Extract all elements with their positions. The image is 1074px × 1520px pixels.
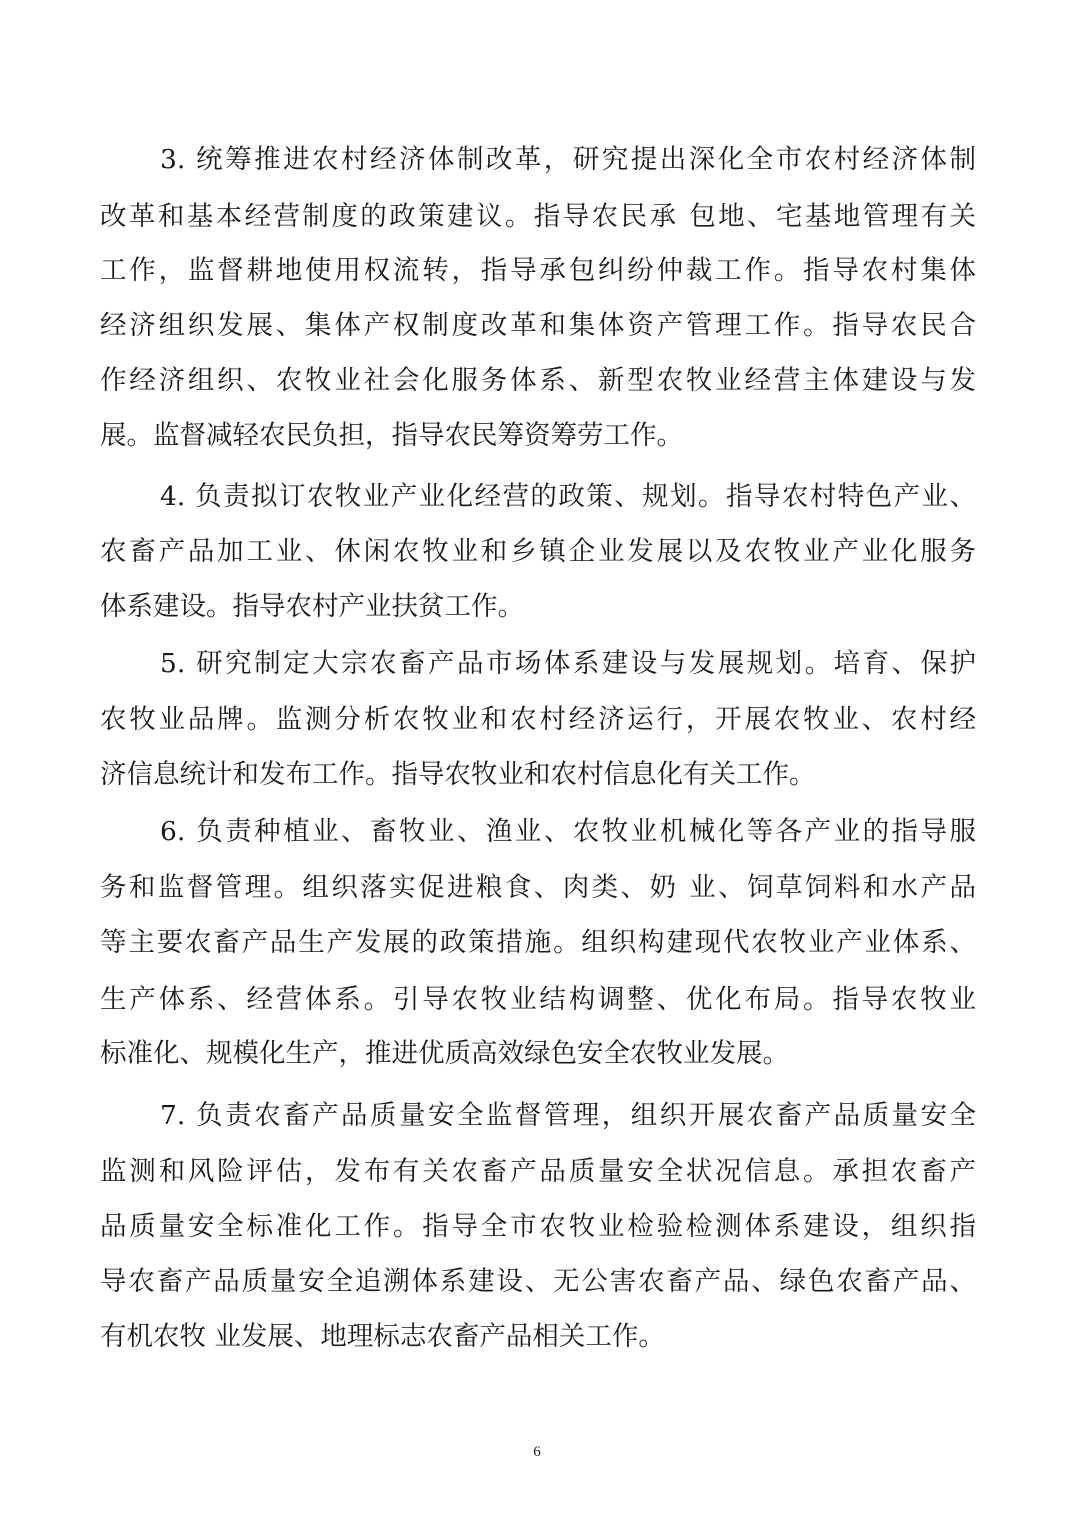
text-line: 6. 负责种植业、畜牧业、渔业、农牧业机械化等各产业的指导服 <box>160 816 976 847</box>
text-line: 4. 负责拟订农牧业产业化经营的政策、规划。指导农村特色产业、 <box>160 481 976 512</box>
text-line: 导农畜产品质量安全追溯体系建设、无公害农畜产品、绿色农畜产品、 <box>100 1266 976 1297</box>
text-line: 3. 统筹推进农村经济体制改革，研究提出深化全市农村经济体制 <box>160 144 976 175</box>
text-line: 改革和基本经营制度的政策建议。指导农民承 包地、宅基地管理有关 <box>100 201 976 232</box>
text-line: 工作，监督耕地使用权流转，指导承包纠纷仲裁工作。指导农村集体 <box>100 255 976 286</box>
text-line: 经济组织发展、集体产权制度改革和集体资产管理工作。指导农民合 <box>100 310 976 341</box>
text-line: 监测和风险评估，发布有关农畜产品质量安全状况信息。承担农畜产 <box>100 1156 976 1187</box>
text-line: 等主要农畜产品生产发展的政策措施。组织构建现代农牧业产业体系、 <box>100 927 976 958</box>
text-line: 体系建设。指导农村产业扶贫工作。 <box>100 591 524 622</box>
page-number: 6 <box>533 1444 541 1460</box>
text-line: 农畜产品加工业、休闲农牧业和乡镇企业发展以及农牧业产业化服务 <box>100 536 976 567</box>
text-line: 务和监督管理。组织落实促进粮食、肉类、奶 业、饲草饲料和水产品 <box>100 872 976 903</box>
text-line: 标准化、规模化生产，推进优质高效绿色安全农牧业发展。 <box>100 1038 789 1069</box>
text-line: 作经济组织、农牧业社会化服务体系、新型农牧业经营主体建设与发 <box>100 365 976 396</box>
text-line: 品质量安全标准化工作。指导全市农牧业检验检测体系建设，组织指 <box>100 1211 976 1242</box>
text-line: 济信息统计和发布工作。指导农牧业和农村信息化有关工作。 <box>100 759 816 790</box>
text-line: 5. 研究制定大宗农畜产品市场体系建设与发展规划。培育、保护 <box>160 648 976 679</box>
text-line: 农牧业品牌。监测分析农牧业和农村经济运行，开展农牧业、农村经 <box>100 704 976 735</box>
text-line: 有机农牧 业发展、地理标志农畜产品相关工作。 <box>100 1321 665 1352</box>
text-line: 展。监督减轻农民负担，指导农民筹资筹劳工作。 <box>100 420 683 451</box>
text-line: 7. 负责农畜产品质量安全监督管理，组织开展农畜产品质量安全 <box>160 1100 976 1131</box>
text-line: 生产体系、经营体系。引导农牧业结构调整、优化布局。指导农牧业 <box>100 984 976 1015</box>
